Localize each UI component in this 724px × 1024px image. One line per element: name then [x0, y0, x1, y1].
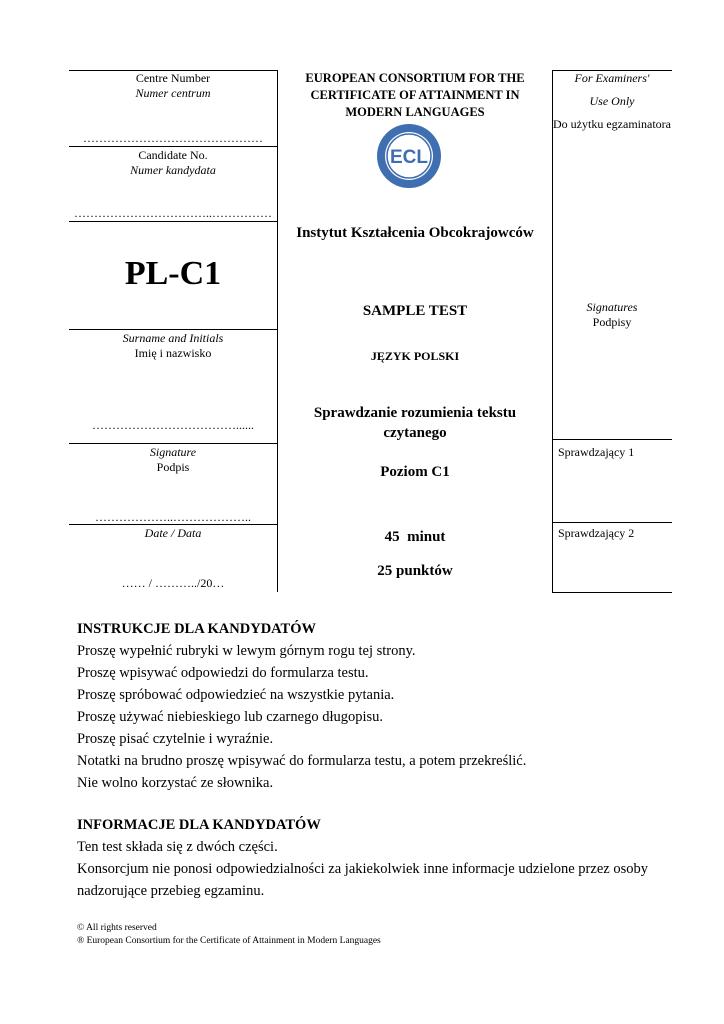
instructions-heading: INSTRUKCJE DLA KANDYDATÓW [77, 621, 317, 637]
candidate-number-label: Candidate No. [138, 148, 208, 162]
information-line: Konsorcjum nie ponosi odpowiedzialności za jakiekolwiek inne informacje udzielone przez osoby [77, 861, 648, 877]
copyright-notice: © All rights reserved [77, 923, 157, 933]
centre-number-label: Centre Number [135, 71, 211, 85]
ecl-logo-text: ECL [390, 147, 428, 168]
signatures-label: Signatures [586, 300, 638, 314]
candidate-number-label-pl: Numer kandydata [130, 163, 216, 177]
centre-number-label-pl: Numer centrum [135, 86, 211, 100]
signature-label-pl: Podpis [156, 460, 190, 474]
instruction-line: Notatki na brudno proszę wpisywać do formularza testu, a potem przekreślić. [77, 753, 527, 769]
signature-field[interactable]: ………………..……………….. [95, 510, 251, 524]
information-line: nadzorujące przebieg egzaminu. [77, 883, 265, 899]
candidate-number-field[interactable]: ……………………………..…………… [74, 206, 272, 220]
examiners-label: For Examiners' [574, 71, 650, 85]
institute-name: Instytut Kształcenia Obcokrajowców [296, 225, 534, 241]
information-line: Ten test składa się z dwóch części. [77, 839, 278, 855]
information-heading: INFORMACJE DLA KANDYDATÓW [77, 817, 321, 833]
instructions-section [77, 618, 677, 794]
examiners-label-2: Use Only [589, 94, 635, 108]
instruction-line: Proszę wypełnić rubryki w lewym górnym rogu tej strony. [77, 643, 416, 659]
instruction-line: Proszę wpisywać odpowiedzi do formularza testu. [77, 665, 369, 681]
sample-test-label: SAMPLE TEST [362, 303, 468, 319]
checker-2-label: Sprawdzający 2 [558, 526, 635, 540]
date-field[interactable]: …… / ………../20… [121, 576, 225, 590]
skill-label: Sprawdzanie rozumienia tekstu czytanego [313, 405, 517, 441]
footer [77, 922, 677, 948]
time-label: 45 minut [384, 529, 446, 545]
signatures-label-pl: Podpisy [592, 315, 632, 329]
surname-label: Surname and Initials [122, 331, 224, 345]
instruction-line: Proszę używać niebieskiego lub czarnego długopisu. [77, 709, 384, 725]
language-label: JĘZYK POLSKI [370, 349, 460, 363]
information-section [77, 814, 697, 902]
registered-notice: ® European Consortium for the Certificate of Attainment in Modern Languages [77, 936, 381, 946]
ecl-logo [376, 123, 442, 189]
instruction-line: Nie wolno korzystać ze słownika. [77, 775, 274, 791]
surname-field[interactable]: ………………………………...... [92, 418, 254, 432]
signature-label: Signature [149, 445, 197, 459]
instruction-line: Proszę pisać czytelnie i wyraźnie. [77, 731, 274, 747]
consortium-title: EUROPEAN CONSORTIUM FOR THE CERTIFICATE OF ATTAINMENT IN MODERN LANGUAGES [305, 71, 525, 119]
test-code: PL-C1 [124, 255, 222, 292]
examiners-label-pl: Do użytku egzaminatora [553, 117, 671, 131]
date-label: Date / Data [144, 526, 202, 540]
instruction-line: Proszę spróbować odpowiedzieć na wszystkie pytania. [77, 687, 395, 703]
points-label: 25 punktów [377, 563, 453, 579]
surname-label-pl: Imię i nazwisko [134, 346, 212, 360]
checker-1-label: Sprawdzający 1 [558, 445, 635, 459]
level-label: Poziom C1 [380, 464, 450, 480]
centre-number-field[interactable]: ……………………………………… [83, 131, 263, 145]
